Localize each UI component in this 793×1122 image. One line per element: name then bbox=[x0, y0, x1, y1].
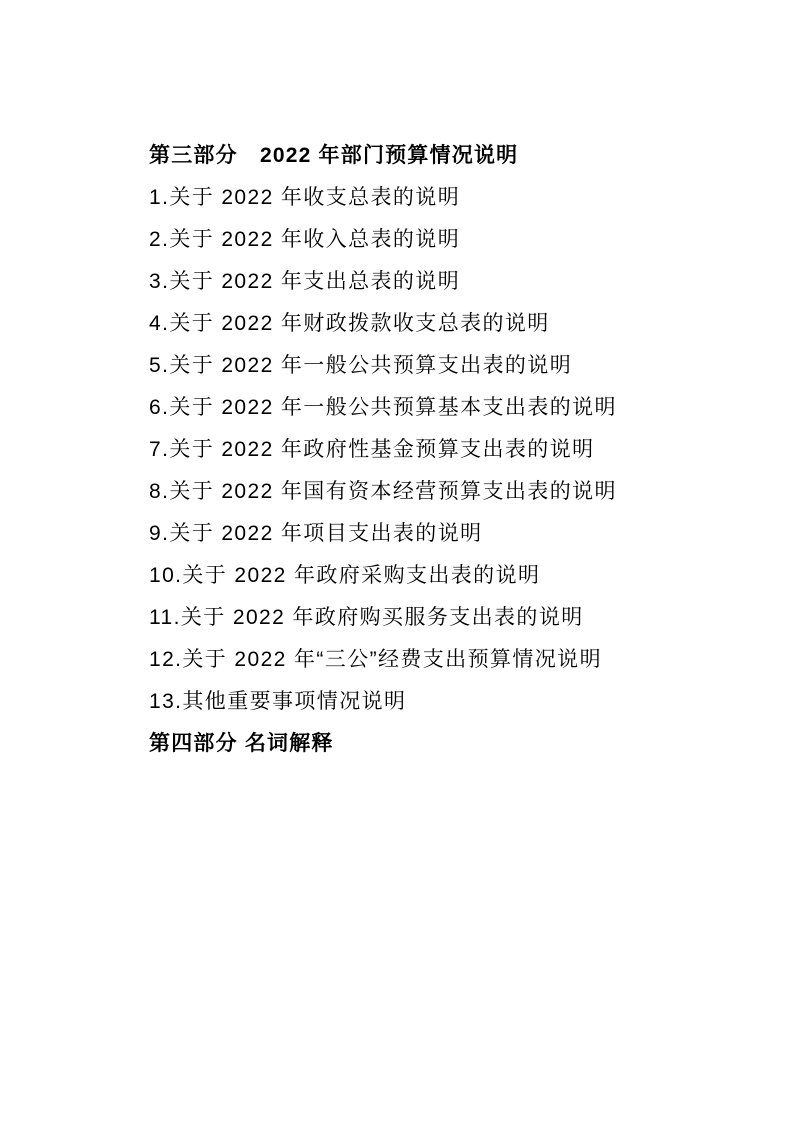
toc-item-1: 1.关于 2022 年收支总表的说明 bbox=[149, 186, 461, 209]
toc-item-11: 11.关于 2022 年政府购买服务支出表的说明 bbox=[149, 606, 584, 629]
toc-item-10: 10.关于 2022 年政府采购支出表的说明 bbox=[149, 564, 541, 587]
toc-item-3: 3.关于 2022 年支出总表的说明 bbox=[149, 270, 461, 293]
toc-item-12: 12.关于 2022 年“三公”经费支出预算情况说明 bbox=[149, 648, 602, 671]
document-content bbox=[149, 135, 693, 765]
toc-item-6: 6.关于 2022 年一般公共预算基本支出表的说明 bbox=[149, 396, 617, 419]
toc-item-9: 9.关于 2022 年项目支出表的说明 bbox=[149, 522, 483, 545]
section-heading-part3: 第三部分 2022 年部门预算情况说明 bbox=[149, 144, 519, 167]
toc-item-7: 7.关于 2022 年政府性基金预算支出表的说明 bbox=[149, 438, 595, 461]
toc-item-4: 4.关于 2022 年财政拨款收支总表的说明 bbox=[149, 312, 550, 335]
toc-item-13: 13.其他重要事项情况说明 bbox=[149, 690, 407, 713]
toc-item-2: 2.关于 2022 年收入总表的说明 bbox=[149, 228, 461, 251]
toc-item-5: 5.关于 2022 年一般公共预算支出表的说明 bbox=[149, 354, 573, 377]
section-heading-part4: 第四部分 名词解释 bbox=[149, 732, 334, 755]
toc-item-8: 8.关于 2022 年国有资本经营预算支出表的说明 bbox=[149, 480, 617, 503]
